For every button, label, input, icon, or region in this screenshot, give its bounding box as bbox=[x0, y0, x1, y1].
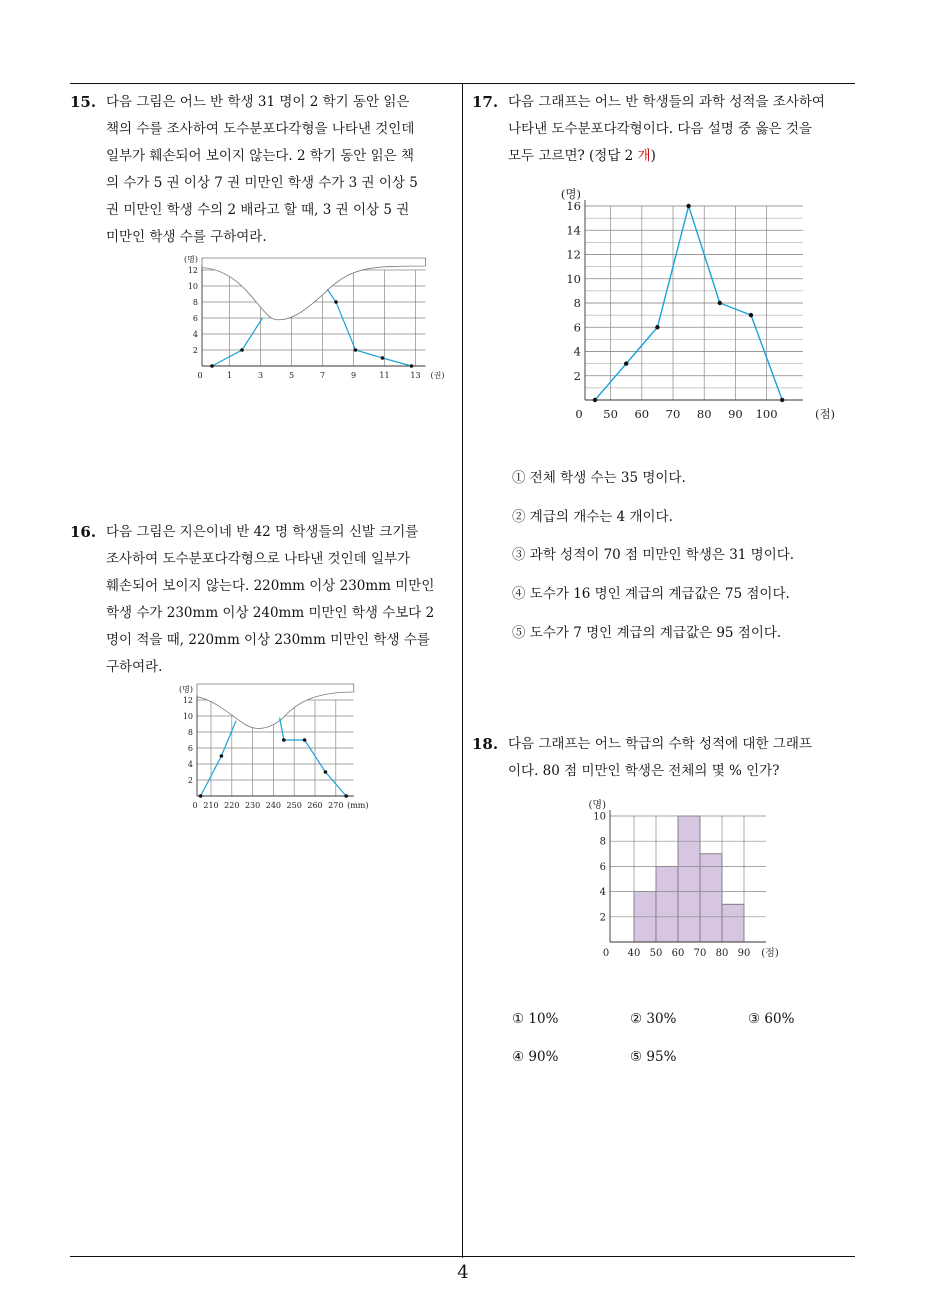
data-point bbox=[303, 738, 307, 742]
question-number: 17. bbox=[472, 93, 499, 111]
text-segment: 모두 고르면? (정답 2 bbox=[508, 148, 638, 164]
x-tick-label: 0 bbox=[575, 407, 583, 421]
q18-option-5[interactable]: ⑤ 95% bbox=[630, 1049, 677, 1065]
damaged-area bbox=[197, 684, 354, 729]
x-axis-unit: (권) bbox=[430, 371, 445, 380]
x-tick-label: 0 bbox=[197, 371, 203, 380]
damaged-area bbox=[202, 258, 426, 320]
column-divider bbox=[462, 83, 463, 1258]
text-line: 다음 그래프는 어느 반 학생들의 과학 성적을 조사하여 bbox=[508, 94, 825, 110]
y-tick-label: 8 bbox=[573, 296, 581, 311]
polygon-line bbox=[280, 718, 347, 796]
x-tick-label: 260 bbox=[307, 801, 323, 810]
q18-option-3[interactable]: ③ 60% bbox=[748, 1011, 795, 1027]
y-tick-label: 6 bbox=[192, 313, 198, 323]
x-tick-label: 50 bbox=[649, 948, 663, 959]
text-segment: ) bbox=[650, 148, 656, 164]
question-text bbox=[508, 89, 862, 170]
data-point bbox=[240, 348, 244, 352]
x-tick-label: 250 bbox=[286, 801, 302, 810]
chart-q17-polygon bbox=[545, 180, 836, 425]
x-axis-unit: (점) bbox=[761, 948, 779, 959]
x-tick-label: 13 bbox=[410, 371, 421, 380]
data-point bbox=[334, 300, 338, 304]
question-16 bbox=[70, 519, 460, 681]
x-tick-label: 5 bbox=[288, 371, 295, 380]
q17-option-1[interactable]: ① 전체 학생 수는 35 명이다. bbox=[512, 470, 686, 486]
question-number: 15. bbox=[70, 93, 97, 111]
x-tick-label: 0 bbox=[602, 948, 610, 959]
question-text bbox=[106, 89, 460, 251]
data-point bbox=[718, 301, 722, 305]
histogram-bar bbox=[656, 866, 678, 942]
x-tick-label: 3 bbox=[257, 371, 264, 380]
data-point bbox=[410, 364, 414, 368]
q18-option-4[interactable]: ④ 90% bbox=[512, 1049, 559, 1065]
x-tick-label: 60 bbox=[671, 948, 685, 959]
page-number: 4 bbox=[457, 1262, 469, 1283]
data-point bbox=[624, 361, 628, 365]
x-tick-label: 40 bbox=[627, 948, 641, 959]
text-line: 일부가 훼손되어 보이지 않는다. 2 학기 동안 읽은 책 bbox=[106, 148, 415, 164]
y-tick-label: 12 bbox=[182, 695, 193, 705]
text-line: 조사하여 도수분포다각형으로 나타낸 것인데 일부가 bbox=[106, 551, 411, 567]
y-tick-label: 2 bbox=[192, 345, 198, 355]
x-tick-label: 70 bbox=[665, 407, 681, 421]
data-point bbox=[220, 754, 224, 758]
x-tick-label: 50 bbox=[603, 407, 618, 421]
y-tick-label: 2 bbox=[573, 368, 581, 383]
y-tick-label: 4 bbox=[187, 759, 193, 769]
text-line: 다음 그림은 어느 반 학생 31 명이 2 학기 동안 읽은 bbox=[106, 94, 410, 110]
y-tick-label: 6 bbox=[599, 861, 606, 873]
text-line: 권 미만인 학생 수의 2 배라고 할 때, 3 권 이상 5 권 bbox=[106, 202, 410, 218]
y-tick-label: 6 bbox=[573, 320, 581, 335]
y-axis-unit: (명) bbox=[588, 800, 606, 811]
text-line bbox=[508, 143, 862, 170]
q18-option-1[interactable]: ① 10% bbox=[512, 1011, 559, 1027]
x-tick-label: 90 bbox=[728, 407, 743, 421]
q17-option-3[interactable]: ③ 과학 성적이 70 점 미만인 학생은 31 명이다. bbox=[512, 547, 795, 563]
text-line: 구하여라. bbox=[106, 659, 163, 675]
y-axis-unit: (명) bbox=[560, 187, 581, 201]
y-axis-unit: (명) bbox=[184, 255, 198, 264]
chart-q16-polygon bbox=[175, 682, 390, 812]
question-17 bbox=[472, 89, 862, 170]
y-tick-label: 8 bbox=[187, 727, 193, 737]
x-tick-label: 240 bbox=[265, 801, 282, 810]
histogram-bar bbox=[678, 816, 700, 942]
x-tick-label: 210 bbox=[203, 801, 219, 810]
polygon-line bbox=[327, 289, 411, 366]
data-point bbox=[344, 794, 348, 798]
x-tick-label: 90 bbox=[737, 948, 751, 959]
y-tick-label: 4 bbox=[192, 329, 198, 339]
data-point bbox=[593, 398, 597, 402]
data-point bbox=[199, 794, 203, 798]
q17-option-5[interactable]: ⑤ 도수가 7 명인 계급의 계급값은 95 점이다. bbox=[512, 625, 782, 641]
data-point bbox=[210, 364, 214, 368]
bottom-rule bbox=[70, 1256, 855, 1257]
text-line: 나타낸 도수분포다각형이다. 다음 설명 중 옳은 것을 bbox=[508, 121, 812, 137]
chart-q15-polygon bbox=[180, 252, 445, 382]
histogram-bar bbox=[700, 854, 722, 942]
x-tick-label: 100 bbox=[755, 407, 778, 421]
q17-option-4[interactable]: ④ 도수가 16 명인 계급의 계급값은 75 점이다. bbox=[512, 586, 790, 602]
y-tick-label: 4 bbox=[599, 887, 606, 899]
data-point bbox=[324, 770, 328, 774]
y-tick-label: 16 bbox=[566, 199, 581, 214]
x-tick-label: 1 bbox=[226, 371, 233, 380]
y-tick-label: 8 bbox=[192, 297, 198, 307]
x-axis-unit: (mm) bbox=[347, 801, 369, 810]
polygon-line bbox=[212, 318, 263, 366]
y-tick-label: 2 bbox=[599, 912, 606, 924]
text-line: 명이 적을 때, 220mm 이상 230mm 미만인 학생 수를 bbox=[106, 632, 430, 648]
y-tick-label: 12 bbox=[566, 247, 581, 262]
y-tick-label: 4 bbox=[573, 344, 581, 359]
data-point bbox=[354, 348, 358, 352]
q17-option-2[interactable]: ② 계급의 개수는 4 개이다. bbox=[512, 509, 673, 525]
data-point bbox=[655, 325, 659, 329]
x-axis-unit: (점) bbox=[814, 407, 836, 421]
x-tick-label: 80 bbox=[715, 948, 729, 959]
q18-option-2[interactable]: ② 30% bbox=[630, 1011, 677, 1027]
question-18 bbox=[472, 731, 862, 785]
y-axis-unit: (명) bbox=[179, 685, 193, 694]
x-tick-label: 0 bbox=[192, 801, 198, 810]
question-number: 18. bbox=[472, 735, 499, 753]
answer-count-highlight: 개 bbox=[637, 148, 651, 164]
x-tick-label: 270 bbox=[328, 801, 344, 810]
data-point bbox=[282, 738, 286, 742]
y-tick-label: 8 bbox=[599, 836, 606, 848]
question-text bbox=[508, 731, 862, 785]
y-tick-label: 6 bbox=[187, 743, 193, 753]
y-tick-label: 10 bbox=[182, 711, 193, 721]
chart-q18-histogram bbox=[588, 792, 788, 967]
x-tick-label: 220 bbox=[224, 801, 240, 810]
text-line: 학생 수가 230mm 이상 240mm 미만인 학생 수보다 2 bbox=[106, 605, 435, 621]
text-line: 책의 수를 조사하여 도수분포다각형을 나타낸 것인데 bbox=[106, 121, 415, 137]
question-number: 16. bbox=[70, 523, 97, 541]
text-line: 다음 그림은 지은이네 반 42 명 학생들의 신발 크기를 bbox=[106, 524, 419, 540]
x-tick-label: 7 bbox=[319, 371, 326, 380]
y-tick-label: 10 bbox=[187, 281, 198, 291]
text-line: 미만인 학생 수를 구하여라. bbox=[106, 229, 267, 245]
text-line: 다음 그래프는 어느 학급의 수학 성적에 대한 그래프 bbox=[508, 736, 812, 752]
x-tick-label: 9 bbox=[350, 371, 357, 380]
question-15 bbox=[70, 89, 460, 251]
text-line: 훼손되어 보이지 않는다. 220mm 이상 230mm 미만인 bbox=[106, 578, 435, 594]
x-tick-label: 80 bbox=[696, 407, 712, 421]
y-tick-label: 10 bbox=[566, 271, 581, 286]
histogram-bar bbox=[722, 904, 744, 942]
data-point bbox=[749, 313, 753, 317]
text-line: 의 수가 5 권 이상 7 권 미만인 학생 수가 3 권 이상 5 bbox=[106, 175, 418, 191]
data-point bbox=[686, 204, 690, 208]
data-point bbox=[780, 398, 784, 402]
y-tick-label: 2 bbox=[187, 775, 193, 785]
x-tick-label: 230 bbox=[244, 801, 261, 810]
y-tick-label: 10 bbox=[593, 811, 606, 823]
x-tick-label: 70 bbox=[693, 948, 707, 959]
x-tick-label: 11 bbox=[379, 371, 390, 380]
y-tick-label: 14 bbox=[566, 223, 581, 238]
y-tick-label: 12 bbox=[187, 265, 198, 275]
question-text bbox=[106, 519, 460, 681]
x-tick-label: 60 bbox=[634, 407, 650, 421]
text-line: 이다. 80 점 미만인 학생은 전체의 몇 % 인가? bbox=[508, 763, 780, 779]
data-point bbox=[381, 356, 385, 360]
